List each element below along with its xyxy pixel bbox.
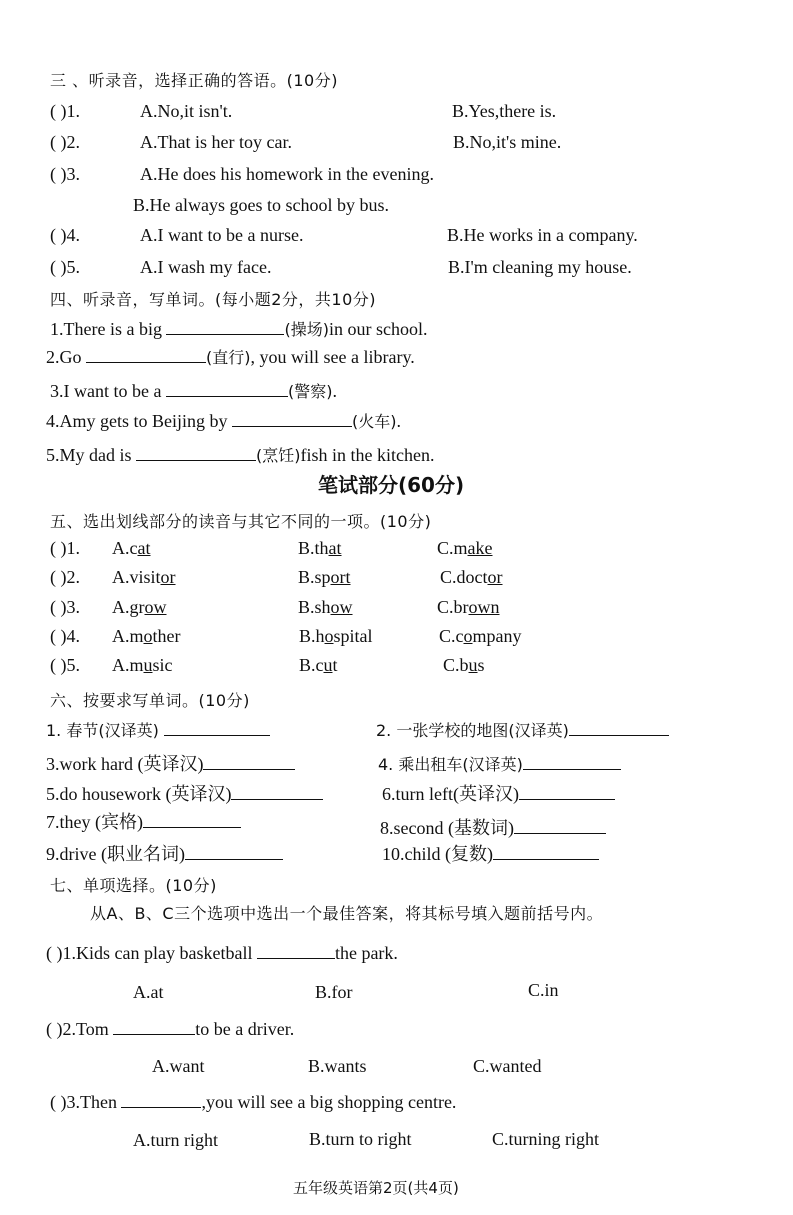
option-text: B.sh [298, 597, 331, 617]
s7-q1-option-a: A.at [133, 982, 164, 1002]
s5-q5-option-a [112, 654, 173, 676]
answer-blank[interactable] [203, 753, 295, 770]
s4-q2 [46, 346, 415, 369]
answer-blank[interactable] [493, 843, 599, 860]
option-text: A.c [112, 538, 138, 558]
answer-blank[interactable] [86, 346, 206, 363]
s5-q3-number: ( )3. [50, 597, 80, 617]
underlined-letters: o [324, 626, 334, 646]
s5-q2-number: ( )2. [50, 567, 80, 587]
s4-q3-text: 3.I want to be a [50, 381, 166, 401]
s4-q1-text: 1.There is a big [50, 319, 167, 339]
s7-q1-text: Kids can play basketball [76, 943, 257, 963]
s7-q3-number: ( )3. [50, 1092, 80, 1112]
s7-q2 [46, 1018, 294, 1040]
answer-blank[interactable] [166, 380, 288, 397]
s7-q3-rest: ,you will see a big shopping centre. [201, 1092, 457, 1112]
s5-q3-option-c [437, 596, 500, 618]
s4-q2-rest: , you will see a library. [250, 347, 415, 367]
underlined-letters: at [328, 538, 342, 558]
s5-q2-option-b [298, 566, 351, 588]
s5-q4-option-a [112, 625, 180, 647]
section-7-instruction: 从A、B、C三个选项中选出一个最佳答案，将其标号填入题前括号内。 [90, 904, 604, 923]
answer-blank[interactable] [121, 1091, 201, 1108]
option-text: C.doct [440, 567, 488, 587]
answer-blank[interactable] [136, 444, 256, 461]
s3-q5-option-b: B.I'm cleaning my house. [448, 257, 632, 277]
option-text: A.visit [112, 567, 161, 587]
s7-q3-option-c: C.turning right [492, 1129, 599, 1149]
s3-q3-option-a: A.He does his homework in the evening. [140, 164, 434, 184]
s4-q5-text: 5.My dad is [46, 445, 136, 465]
option-text: C.br [437, 597, 469, 617]
s6-item-4-text: 4. 乘出租车(汉译英) [378, 755, 523, 774]
s4-q5-rest: fish in the kitchen. [300, 445, 435, 465]
s5-q4-number: ( )4. [50, 626, 80, 646]
s7-q1-option-c: C.in [528, 980, 559, 1000]
option-text: spital [333, 626, 373, 646]
option-text: A.m [112, 655, 144, 675]
s4-q4-hint: (火车) [352, 412, 397, 431]
s3-q4-option-a: A.I want to be a nurse. [140, 225, 304, 245]
s6-item-7-text: 7.they (宾格) [46, 812, 143, 832]
s4-q4 [46, 410, 401, 433]
s6-item-8 [380, 817, 606, 839]
s7-q3-option-a: A.turn right [133, 1130, 218, 1150]
s3-q1-option-a: A.No,it isn't. [140, 101, 233, 121]
s5-q3-option-b [298, 596, 353, 618]
option-text: B.sp [298, 567, 331, 587]
underlined-letters: ake [467, 538, 493, 558]
option-text: B.h [299, 626, 325, 646]
answer-blank[interactable] [569, 719, 669, 736]
answer-blank[interactable] [113, 1018, 195, 1035]
s3-q2-number: ( )2. [50, 132, 80, 152]
s7-q3-option-b: B.turn to right [309, 1129, 412, 1149]
s3-q2-option-b: B.No,it's mine. [453, 132, 562, 152]
s3-q3-number: ( )3. [50, 164, 80, 184]
s5-q5-option-c [443, 654, 485, 676]
underlined-letters: or [487, 567, 503, 587]
s4-q3-rest: . [332, 381, 337, 401]
underlined-letters: u [323, 655, 333, 675]
s5-q5-option-b [299, 654, 338, 676]
underlined-letters: own [468, 597, 500, 617]
s4-q1 [50, 318, 427, 341]
s7-q2-option-a: A.want [152, 1056, 205, 1076]
s6-item-10-text: 10.child (复数) [382, 844, 493, 864]
s4-q3 [50, 380, 337, 403]
option-text: A.gr [112, 597, 145, 617]
s4-q1-hint: (操场) [284, 320, 329, 339]
option-text: mpany [472, 626, 522, 646]
section-3-title: 三 、听录音，选择正确的答语。(10分) [50, 71, 338, 90]
answer-blank[interactable] [185, 843, 283, 860]
option-text: ther [152, 626, 181, 646]
option-text: C.m [437, 538, 468, 558]
s3-q4-option-b: B.He works in a company. [447, 225, 638, 245]
underlined-letters: u [143, 655, 153, 675]
s3-q4-number: ( )4. [50, 225, 80, 245]
underlined-letters: or [160, 567, 176, 587]
s7-q1 [46, 942, 398, 964]
s5-q1-number: ( )1. [50, 538, 80, 558]
s6-item-9 [46, 843, 283, 865]
s5-q1-option-b [298, 537, 342, 559]
answer-blank[interactable] [257, 942, 335, 959]
s5-q2-option-c [440, 566, 503, 588]
s5-q3-option-a [112, 596, 167, 618]
section-5-title: 五、选出划线部分的读音与其它不同的一项。(10分) [50, 512, 432, 531]
s6-item-6-text: 6.turn left(英译汉) [382, 784, 519, 804]
s7-q1-option-b: B.for [315, 982, 353, 1002]
s4-q4-text: 4.Amy gets to Beijing by [46, 411, 232, 431]
answer-blank[interactable] [519, 783, 615, 800]
s5-q4-option-b [299, 625, 373, 647]
s4-q2-text: 2.Go [46, 347, 86, 367]
answer-blank[interactable] [514, 817, 606, 834]
s4-q2-hint: (直行) [206, 348, 251, 367]
answer-blank[interactable] [164, 719, 270, 736]
s3-q3-option-b: B.He always goes to school by bus. [133, 195, 389, 215]
s5-q5-number: ( )5. [50, 655, 80, 675]
s7-q2-option-c: C.wanted [473, 1056, 542, 1076]
underlined-letters: o [143, 626, 153, 646]
s4-q5 [46, 444, 434, 467]
s6-item-8-text: 8.second (基数词) [380, 818, 514, 838]
underlined-letters: ow [330, 597, 353, 617]
page-footer: 五年级英语第2页(共4页) [293, 1179, 459, 1197]
option-text: C.b [443, 655, 469, 675]
option-text: sic [152, 655, 173, 675]
s7-q2-rest: to be a driver. [195, 1019, 295, 1039]
s4-q1-rest: in our school. [328, 319, 428, 339]
s5-q2-option-a [112, 566, 176, 588]
s5-q4-option-c [439, 625, 522, 647]
s6-item-4 [378, 753, 621, 776]
underlined-letters: o [463, 626, 473, 646]
section-6-title: 六、按要求写单词。(10分) [50, 691, 250, 710]
s6-item-10 [382, 843, 599, 865]
s4-q5-hint: (烹饪) [256, 446, 301, 465]
s3-q5-number: ( )5. [50, 257, 80, 277]
s4-q3-hint: (警察) [287, 382, 333, 401]
s4-q4-rest: . [396, 411, 401, 431]
s3-q1-number: ( )1. [50, 101, 80, 121]
s6-item-9-text: 9.drive (职业名词) [46, 844, 185, 864]
section-7-title: 七、单项选择。(10分) [50, 876, 217, 895]
option-text: t [332, 655, 338, 675]
option-text: s [477, 655, 485, 675]
written-part-title: 笔试部分(60分) [318, 473, 465, 497]
s7-q2-option-b: B.wants [308, 1056, 367, 1076]
s7-q1-rest: the park. [334, 943, 398, 963]
answer-blank[interactable] [143, 811, 241, 828]
underlined-letters: u [468, 655, 478, 675]
answer-blank[interactable] [232, 410, 352, 427]
underlined-letters: ort [330, 567, 351, 587]
s3-q5-option-a: A.I wash my face. [140, 257, 272, 277]
s6-item-1 [46, 719, 270, 742]
s6-item-5 [46, 783, 323, 805]
underlined-letters: ow [144, 597, 167, 617]
option-text: B.c [299, 655, 324, 675]
answer-blank[interactable] [166, 318, 284, 335]
option-text: A.m [112, 626, 144, 646]
s6-item-3-text: 3.work hard (英译汉) [46, 754, 204, 774]
s7-q2-number: ( )2. [46, 1019, 76, 1039]
s6-item-2-text: 2. 一张学校的地图(汉译英) [376, 721, 569, 740]
answer-blank[interactable] [523, 753, 621, 770]
s7-q1-number: ( )1. [46, 943, 76, 963]
s6-item-3 [46, 753, 295, 775]
section-4-title: 四、听录音，写单词。(每小题2分，共10分) [50, 290, 377, 309]
s6-item-7 [46, 811, 241, 833]
s5-q1-option-c [437, 537, 493, 559]
s6-item-5-text: 5.do housework (英译汉) [46, 784, 232, 804]
s6-item-2 [376, 719, 669, 742]
answer-blank[interactable] [231, 783, 323, 800]
underlined-letters: at [137, 538, 151, 558]
s6-item-6 [382, 783, 615, 805]
s3-q2-option-a: A.That is her toy car. [140, 132, 292, 152]
option-text: C.c [439, 626, 464, 646]
s5-q1-option-a [112, 537, 151, 559]
s7-q3 [50, 1091, 456, 1113]
s6-item-1-text: 1. 春节(汉译英) [46, 721, 159, 740]
s7-q3-text: Then [80, 1092, 122, 1112]
option-text: B.th [298, 538, 329, 558]
s7-q2-text: Tom [76, 1019, 114, 1039]
s3-q1-option-b: B.Yes,there is. [452, 101, 557, 121]
